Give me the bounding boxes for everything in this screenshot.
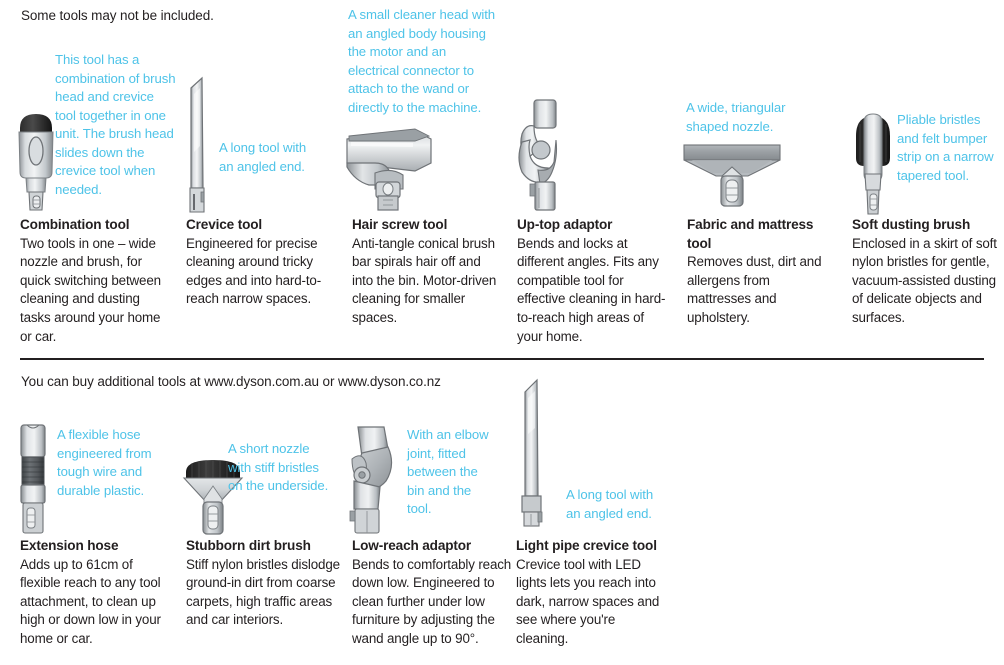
stubborn-dirt-brush-text xyxy=(186,537,340,630)
light-pipe-crevice-tool-description: Crevice tool with LED lights lets you reach into dark, narrow spaces and see where you're cleaning. xyxy=(516,556,660,646)
soft-dusting-brush-description: Enclosed in a skirt of soft nylon bristles for gentle, vacuum-assisted dusting of delicate objects and surfaces. xyxy=(852,235,997,325)
soft-dusting-brush-text xyxy=(852,216,998,328)
extension-hose-description: Adds up to 61cm of flexible reach to any tool attachment, to clean up high or down low in your home or car. xyxy=(20,556,161,646)
header-note: Some tools may not be included. xyxy=(21,8,214,23)
hair-screw-tool-description: Anti-tangle conical brush bar spirals hair off and into the bin. Motor-driven cleaning for smaller spaces. xyxy=(352,235,497,325)
up-top-adaptor-text xyxy=(517,216,667,346)
combination-tool-text xyxy=(20,216,168,346)
stubborn-dirt-brush-name: Stubborn dirt brush xyxy=(186,538,311,553)
low-reach-adaptor-text xyxy=(352,537,514,649)
crevice-tool-description: Engineered for precise cleaning around tricky edges and into hard-to-reach narrow spaces. xyxy=(186,235,322,307)
fabric-mattress-tool-description: Removes dust, dirt and allergens from mattresses and upholstery. xyxy=(687,254,822,325)
fabric-mattress-tool-icon xyxy=(682,143,782,215)
hair-screw-tool-icon xyxy=(345,127,435,212)
light-pipe-crevice-tool-icon xyxy=(515,378,555,528)
purchase-note: You can buy additional tools at www.dyson.com.au or www.dyson.co.nz xyxy=(21,374,441,389)
fabric-mattress-tool-callout: A wide, triangular shaped nozzle. xyxy=(686,100,786,134)
light-pipe-crevice-tool-name: Light pipe crevice tool xyxy=(516,538,657,553)
up-top-adaptor-icon xyxy=(508,96,570,214)
hair-screw-tool-callout: A small cleaner head with an angled body housing the motor and an electrical connector to attach to the wand or directly to the machine. xyxy=(348,7,496,115)
extension-hose-callout: A flexible hose engineered from tough wire and durable plastic. xyxy=(57,427,152,498)
fabric-mattress-tool-name: Fabric and mattress tool xyxy=(687,217,814,251)
fabric-mattress-tool-text xyxy=(687,216,823,328)
light-pipe-crevice-tool-text xyxy=(516,537,666,649)
crevice-tool-callout: A long tool with an angled end. xyxy=(219,140,307,174)
combination-tool-name: Combination tool xyxy=(20,217,130,232)
light-pipe-crevice-tool-callout: A long tool with an angled end. xyxy=(566,487,654,521)
stubborn-dirt-brush-description: Stiff nylon bristles dislodge ground-in dirt from coarse carpets, high traffic areas and car interiors. xyxy=(186,556,340,628)
low-reach-adaptor-icon xyxy=(340,423,400,537)
hair-screw-tool-name: Hair screw tool xyxy=(352,217,448,232)
hair-screw-tool-text xyxy=(352,216,504,328)
soft-dusting-brush-callout: Pliable bristles and felt bumper strip on a narrow tapered tool. xyxy=(897,112,994,183)
soft-dusting-brush-name: Soft dusting brush xyxy=(852,217,971,232)
crevice-tool-text xyxy=(186,216,334,309)
stubborn-dirt-brush-callout: A short nozzle with stiff bristles on the underside. xyxy=(228,441,329,493)
low-reach-adaptor-description: Bends to comfortably reach down low. Engineered to clean further under low furniture by adjusting the wand angle up to 90°. xyxy=(352,556,512,646)
up-top-adaptor-description: Bends and locks at different angles. Fits any compatible tool for effective cleaning in hard-to-reach high areas of your home. xyxy=(517,235,666,344)
up-top-adaptor-name: Up-top adaptor xyxy=(517,217,613,232)
combination-tool-description: Two tools in one – wide nozzle and brush, for quick switching between cleaning and dusting tasks around your home or car. xyxy=(20,235,161,344)
extension-hose-icon xyxy=(13,423,53,537)
section-divider xyxy=(20,358,984,360)
combination-tool-callout: This tool has a combination of brush head and crevice tool together in one unit. The brush head slides down the crevice tool when needed. xyxy=(55,52,176,197)
soft-dusting-brush-icon xyxy=(848,112,898,218)
extension-hose-name: Extension hose xyxy=(20,538,119,553)
crevice-tool-icon xyxy=(181,76,221,216)
extension-hose-text xyxy=(20,537,168,649)
low-reach-adaptor-name: Low-reach adaptor xyxy=(352,538,472,553)
low-reach-adaptor-callout: With an elbow joint, fitted between the bin and the tool. xyxy=(407,427,489,516)
crevice-tool-name: Crevice tool xyxy=(186,217,263,232)
